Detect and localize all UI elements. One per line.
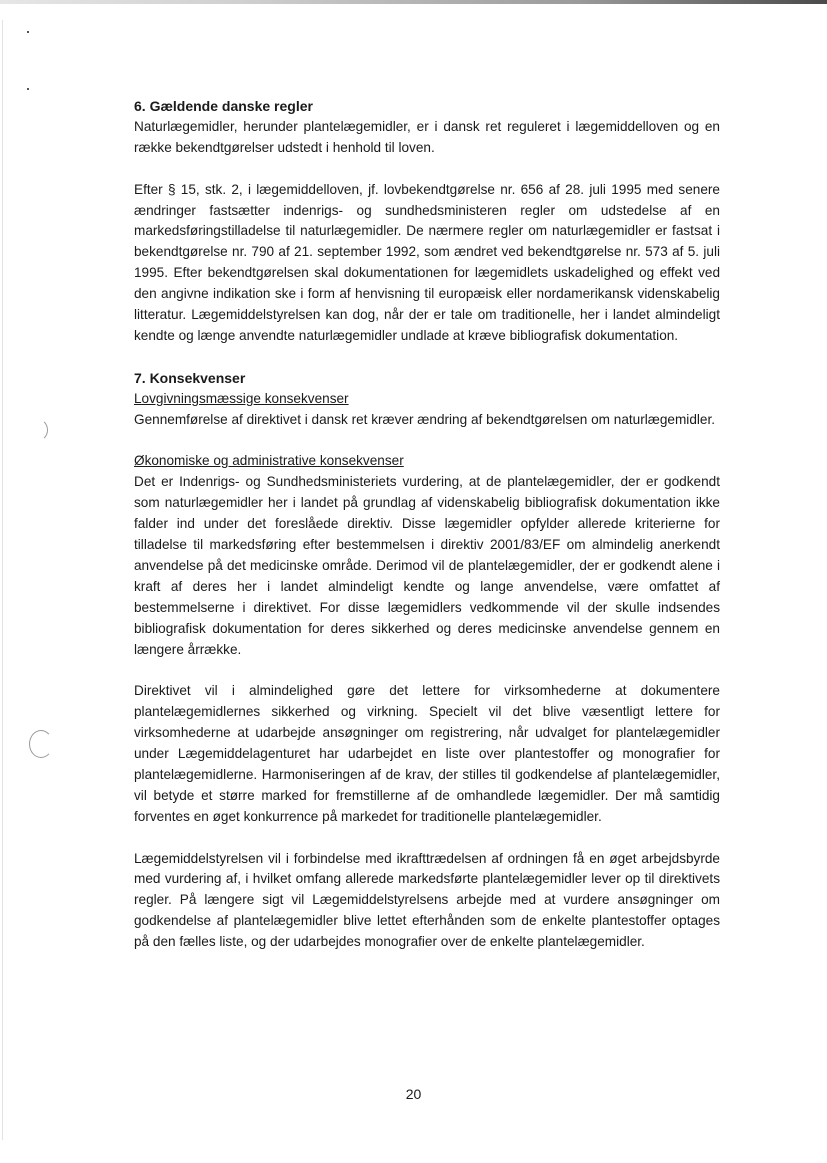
paragraph: Det er Indenrigs- og Sundhedsministeriets vurdering, at de plantelægemidler, der er godkendt som naturlægemidler her i landet på grundlag af videnskabelig bibliografisk dokumentation ikke falder ind under det foreslåede direktiv. Disse lægemidler opfylder allerede kriterierne for tilladelse til markedsføring efter bestemmelsen i direktiv 2001/83/EF om almindelig anerkendt anvendelse på det medicinske område. Derimod vil de plantelægemidler, der er godkendt alene i kraft af deres her i landet almindeligt kendte og lange anvendelse, være omfattet af bestemmelserne i direktivet. For disse lægemidlers vedkommende vil der skulle indsendes bibliografisk dokumentation for deres sikkerhed og deres medicinske anvendelse gennem en længere årrække.	[134, 474, 720, 657]
punch-hole-mark	[24, 418, 48, 442]
document-body	[134, 96, 720, 953]
subsection-heading: Økonomiske og administrative konsekvenser	[134, 453, 404, 469]
punch-hole-mark	[29, 730, 53, 758]
scan-top-edge	[0, 0, 827, 4]
scan-speck	[27, 31, 29, 33]
paragraph: Naturlægemidler, herunder plantelægemidler, er i dansk ret reguleret i lægemiddelloven og en række bekendtgørelser udstedt i henhold til loven.	[134, 118, 720, 155]
section-heading: 6. Gældende danske regler	[134, 98, 313, 114]
page-number: 20	[405, 1086, 422, 1102]
section-heading: 7. Konsekvenser	[134, 369, 246, 386]
paragraph: Direktivet vil i almindelighed gøre det lettere for virksomhederne at dokumentere plantelægemidlernes sikkerhed og virkning. Specielt vil det blive væsentligt lettere for virksomhederne at udarbejde ansøgninger om registrering, når udvalget for plantelægemidler under Lægemiddelagenturet har udarbejdet en liste over plantestoffer og monografier for plantelægemidlerne. Harmoniseringen af de krav, der stilles til godkendelse af plantelægemidler, vil betyde et større marked for fremstillerne af de omhandlede lægemidler. Der må samtidig forventes en øget konkurrence på markedet for traditionelle plantelægemidler.	[134, 683, 720, 824]
paragraph: Efter § 15, stk. 2, i lægemiddelloven, jf. lovbekendtgørelse nr. 656 af 28. juli 1995 med senere ændringer fastsætter indenrigs- og sundhedsministeren regler om udstedelse af en markedsføringstilladelse til naturlægemidler. De nærmere regler om naturlægemidler er fastsat i bekendtgørelse nr. 790 af 21. september 1992, som ændret ved bekendtgørelse nr. 573 af 5. juli 1995. Efter bekendtgørelsen skal dokumentationen for lægemidlets uskadelighed og effekt ved den angivne indikation ske i form af henvisning til europæisk eller nordamerikansk videnskabelig litteratur. Lægemiddelstyrelsen kan dog, når der er tale om traditionelle, her i landet almindeligt kendte og længe anvendte naturlægemidler undlade at kræve bibliografisk dokumentation.	[134, 181, 720, 343]
scan-left-edge	[2, 20, 3, 1140]
paragraph: Gennemførelse af direktivet i dansk ret kræver ændring af bekendtgørelsen om naturlægemidler.	[134, 411, 716, 427]
subsection-heading: Lovgivningsmæssige konsekvenser	[134, 390, 349, 406]
scan-speck	[27, 88, 29, 90]
paragraph: Lægemiddelstyrelsen vil i forbindelse med ikrafttrædelsen af ordningen få en øget arbejdsbyrde med vurdering af, i hvilket omfang allerede markedsførte plantelægemidler lever op til direktivets regler. På længere sigt vil Lægemiddelstyrelsens arbejde med at vurdere ansøgninger om godkendelse af plantelægemidler blive lettet efterhånden som de enkelte plantestoffer optages på den fælles liste, og der udarbejdes monografier over de enkelte plantelægemidler.	[134, 850, 720, 950]
